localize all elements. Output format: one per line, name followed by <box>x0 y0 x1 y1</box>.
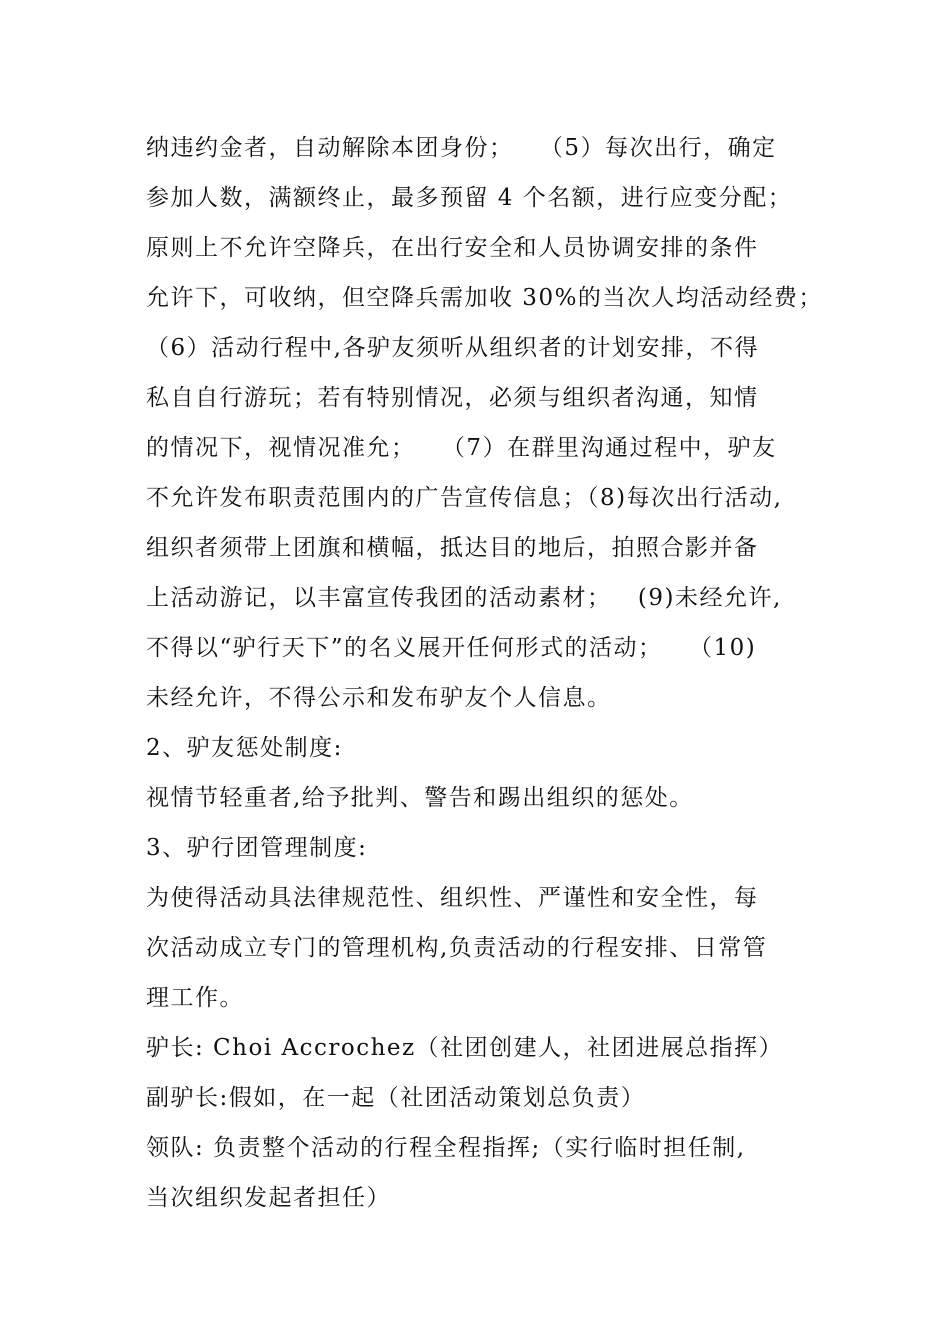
paragraph-line: 为使得活动具法律规范性、组织性、严谨性和安全性，每 <box>146 885 759 911</box>
paragraph-line: 的情况下，视情况准允； （7）在群里沟通过程中，驴友 <box>146 435 777 461</box>
paragraph-line: 未经允许，不得公示和发布驴友个人信息。 <box>146 685 612 711</box>
paragraph-line: 组织者须带上团旗和横幅，抵达目的地后，拍照合影并备 <box>146 535 759 561</box>
section-heading: 3、驴行团管理制度: <box>146 835 368 861</box>
paragraph-line: 副驴长:假如，在一起（社团活动策划总负责） <box>146 1085 646 1111</box>
paragraph-line: （6）活动行程中,各驴友须听从组织者的计划安排，不得 <box>146 335 759 361</box>
paragraph-line: 理工作。 <box>146 985 244 1011</box>
paragraph-line: 允许下，可收纳，但空降兵需加收 30%的当次人均活动经费； <box>146 285 823 311</box>
paragraph-line: 上活动游记，以丰富宣传我团的活动素材； (9)未经允许, <box>146 585 782 611</box>
paragraph-line: 领队: 负责整个活动的行程全程指挥;（实行临时担任制, <box>146 1135 746 1161</box>
paragraph-line: 视情节轻重者,给予批判、警告和踢出组织的惩处。 <box>146 785 694 811</box>
paragraph-line: 原则上不允许空降兵，在出行安全和人员协调安排的条件 <box>146 235 759 261</box>
paragraph-line: 驴长: Choi Accrochez（社团创建人，社团进展总指挥） <box>146 1035 784 1061</box>
paragraph-line: 当次组织发起者担任） <box>146 1185 391 1211</box>
paragraph-line: 纳违约金者，自动解除本团身份； （5）每次出行，确定 <box>146 135 777 161</box>
paragraph-line: 不允许发布职责范围内的广告宣传信息；（8)每次出行活动, <box>146 485 783 511</box>
paragraph-line: 次活动成立专门的管理机构,负责活动的行程安排、日常管 <box>146 935 768 961</box>
section-heading: 2、驴友惩处制度: <box>146 735 343 761</box>
paragraph-line: 不得以“驴行天下”的名义展开任何形式的活动； （10) <box>146 635 757 661</box>
paragraph-line: 参加人数，满额终止，最多预留 4 个名额，进行应变分配； <box>146 185 793 211</box>
paragraph-line: 私自自行游玩；若有特别情况，必须与组织者沟通，知情 <box>146 385 759 411</box>
